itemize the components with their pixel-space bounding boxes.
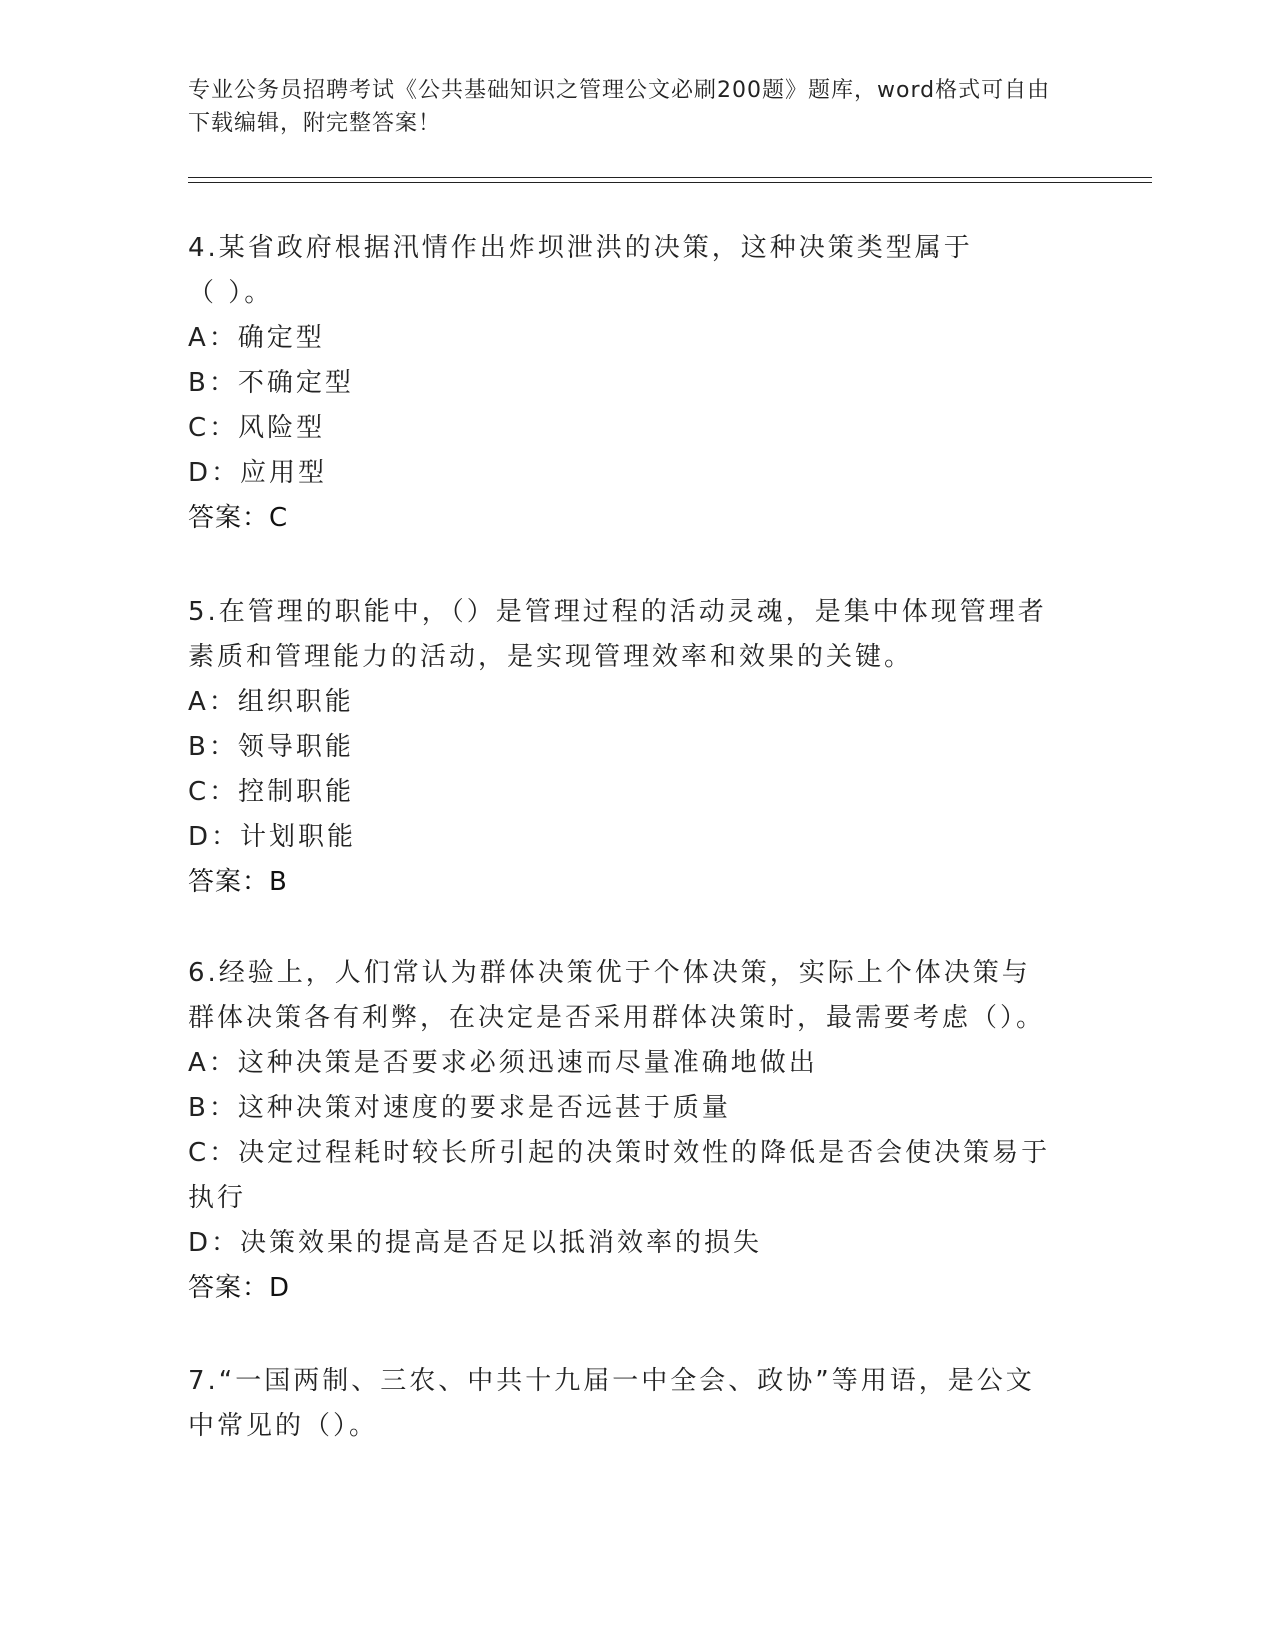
option-d — [188, 1221, 1078, 1266]
option-text: 这种决策对速度的要求是否远甚于质量 — [237, 1093, 731, 1123]
question-text: 6.经验上，人们常认为群体决策优于个体决策，实际上个体决策与群体决策各有利弊，在决定是否采用群体决策时，最需要考虑（）。 — [188, 958, 1046, 1033]
option-text: 计划职能 — [240, 822, 357, 852]
answer-line — [188, 1266, 1078, 1311]
option-key: D： — [188, 822, 241, 852]
document-header-title: 专业公务员招聘考试《公共基础知识之管理公文必刷200题》题库，word格式可自由下载编辑，附完整答案！ — [188, 78, 1051, 136]
option-text: 应用型 — [240, 458, 328, 488]
option-text: 控制职能 — [238, 777, 355, 807]
option-text: 组织职能 — [237, 687, 354, 717]
answer-value: C — [269, 503, 289, 533]
option-key: A： — [188, 323, 238, 353]
option-a — [188, 1041, 1078, 1086]
answer-label: 答案： — [188, 503, 270, 533]
option-key: B： — [188, 732, 238, 762]
option-key: D： — [188, 1228, 241, 1258]
option-text: 这种决策是否要求必须迅速而尽量准确地做出 — [237, 1048, 818, 1078]
question-6 — [188, 951, 1078, 1311]
option-key: C： — [188, 1138, 239, 1168]
option-c — [188, 406, 1078, 451]
option-b — [188, 1086, 1078, 1131]
answer-value: B — [269, 867, 288, 897]
question-text: 4.某省政府根据汛情作出炸坝泄洪的决策，这种决策类型属于（ ）。 — [188, 233, 973, 308]
option-d — [188, 815, 1078, 860]
option-c — [188, 1131, 1068, 1221]
option-key: A： — [188, 1048, 238, 1078]
option-text: 领导职能 — [237, 732, 354, 762]
answer-label: 答案： — [188, 1273, 270, 1303]
option-text: 决定过程耗时较长所引起的决策时效性的降低是否会使决策易于执行 — [188, 1138, 1051, 1213]
option-text: 确定型 — [237, 323, 325, 353]
answer-line — [188, 496, 1078, 541]
option-text: 决策效果的提高是否足以抵消效率的损失 — [240, 1228, 763, 1258]
question-5 — [188, 590, 1078, 905]
option-a — [188, 680, 1078, 725]
option-key: B： — [188, 1093, 238, 1123]
header-divider-top — [188, 177, 1152, 178]
question-4 — [188, 226, 1078, 541]
option-key: A： — [188, 687, 238, 717]
option-text: 不确定型 — [237, 368, 354, 398]
option-d — [188, 451, 1078, 496]
option-key: B： — [188, 368, 238, 398]
question-text: 5.在管理的职能中，（）是管理过程的活动灵魂，是集中体现管理者素质和管理能力的活动，是实现管理效率和效果的关键。 — [188, 597, 1047, 672]
answer-label: 答案： — [188, 867, 270, 897]
option-text: 风险型 — [238, 413, 326, 443]
option-key: C： — [188, 413, 239, 443]
answer-line — [188, 860, 1078, 905]
question-text: 7.“一国两制、三农、中共十九届一中全会、政协”等用语，是公文中常见的（）。 — [188, 1366, 1035, 1441]
option-b — [188, 725, 1078, 770]
answer-value: D — [269, 1273, 291, 1303]
option-a — [188, 316, 1078, 361]
question-7 — [188, 1359, 1078, 1449]
option-b — [188, 361, 1078, 406]
option-c — [188, 770, 1078, 815]
header-divider-bottom — [188, 182, 1152, 183]
option-key: D： — [188, 458, 241, 488]
option-key: C： — [188, 777, 239, 807]
